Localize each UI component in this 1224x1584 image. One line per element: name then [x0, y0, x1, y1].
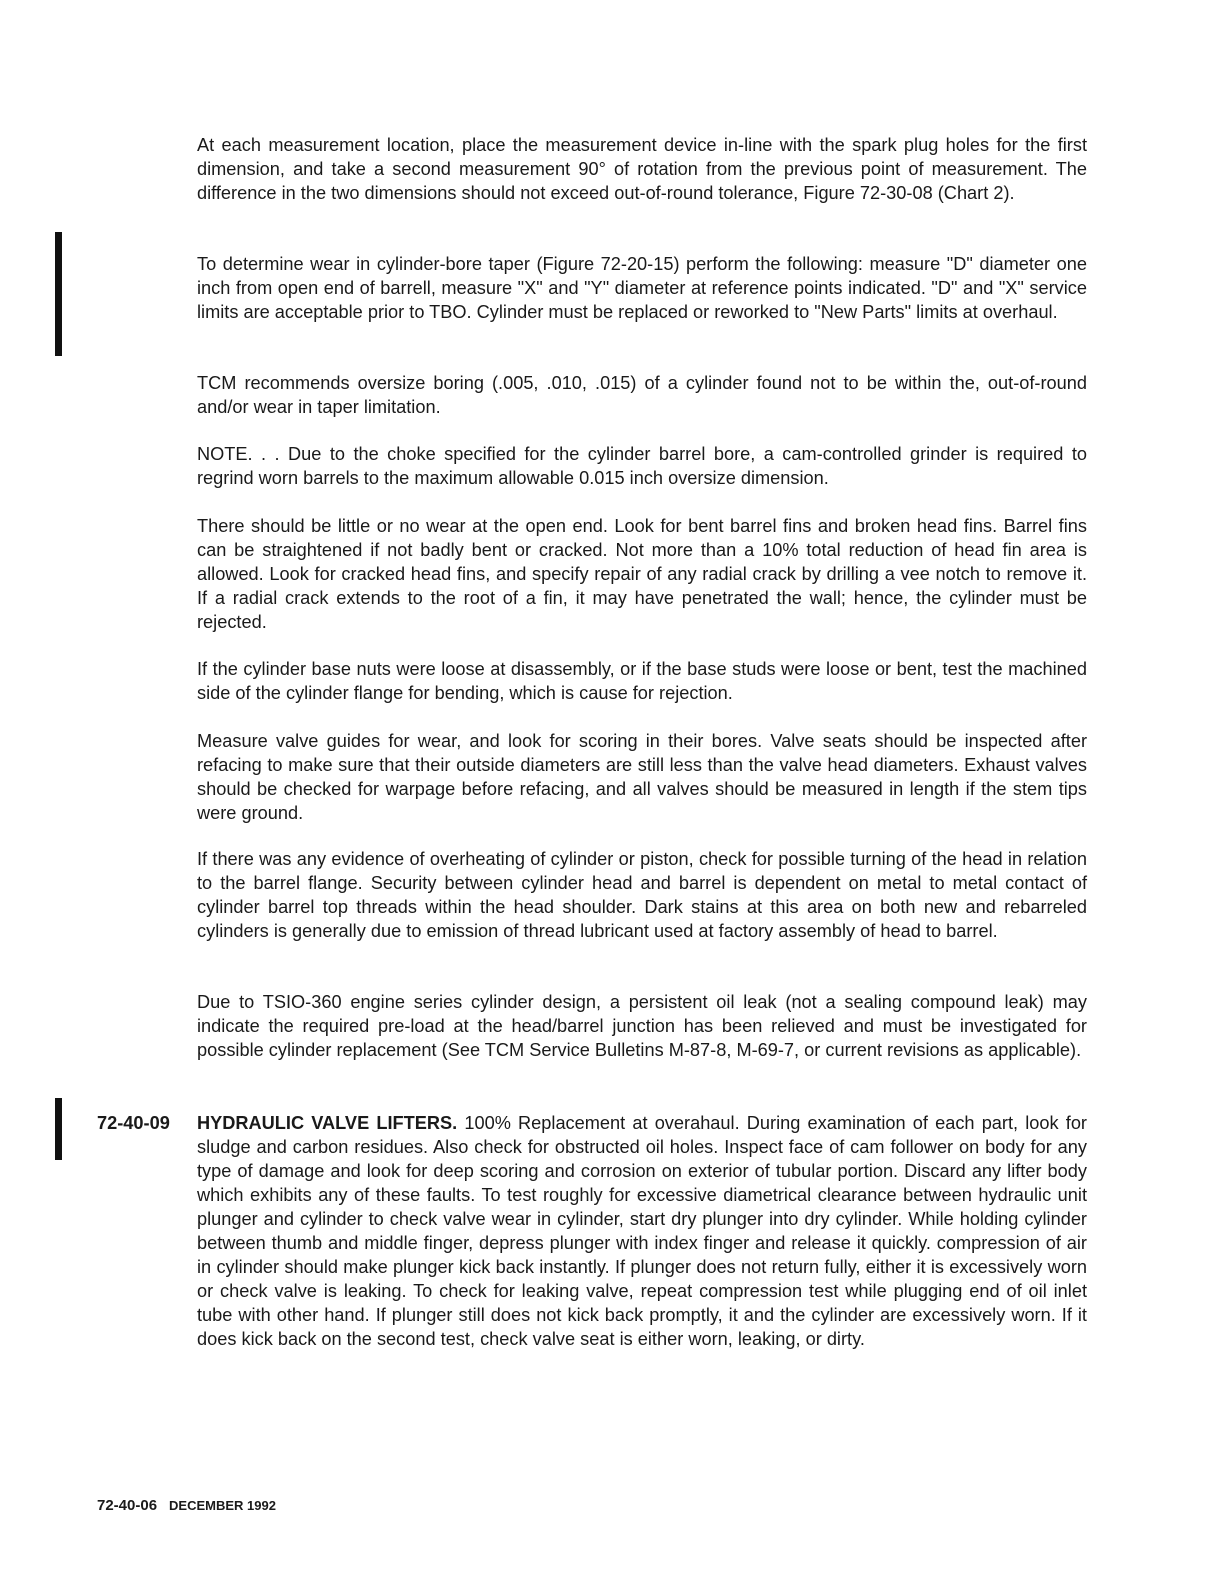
footer-page-number: 72-40-06 — [97, 1497, 158, 1514]
section-hydraulic-valve-lifters — [197, 1111, 1087, 1351]
paragraph-note-grinder: NOTE. . . Due to the choke specified for the cylinder barrel bore, a cam-controlled grinder is required to regrind worn barrels to the maximum allowable 0.015 inch oversize dimension. — [197, 444, 1087, 488]
paragraph-base-nuts: If the cylinder base nuts were loose at disassembly, or if the base studs were loose or bent, test the machined side of the cylinder flange for bending, which is cause for rejection. — [197, 659, 1087, 703]
paragraph-oversize-boring: TCM recommends oversize boring (.005, .010, .015) of a cylinder found not to be within the, out-of-round and/or wear in taper limitation. — [197, 373, 1087, 417]
paragraph-fin-inspection: There should be little or no wear at the open end. Look for bent barrel fins and broken head fins. Barrel fins can be straightened if not badly bent or cracked. Not more than a 10% total reduction of head fin area is allowed. Look for cracked head fins, and specify repair of any radial crack by drilling a vee notch to remove it. If a radial crack extends to the root of a fin, it may have penetrated the wall; hence, the cylinder must be rejected. — [197, 516, 1087, 632]
footer-date: DECEMBER 1992 — [169, 1498, 276, 1513]
page-footer — [97, 1497, 276, 1514]
paragraph-valve-guides: Measure valve guides for wear, and look for scoring in their bores. Valve seats should be inspected after refacing to make sure that their outside diameters are still less than the valve head diameters. Exhaust valves should be checked for warpage before refacing, and all valves should be measured in length if the stem tips were ground. — [197, 731, 1087, 823]
section-number: 72-40-09 — [97, 1113, 170, 1133]
paragraph-overheating: If there was any evidence of overheating of cylinder or piston, check for possible turning of the head in relation to the barrel flange. Security between cylinder head and barrel is dependent on metal to metal contact of cylinder barrel top threads within the head shoulder. Dark stains at this area on both new and rebarreled cylinders is generally due to emission of thread lubricant used at factory assembly of head to barrel. — [197, 849, 1087, 941]
paragraph-measurement-location: At each measurement location, place the measurement device in-line with the spark plug holes for the first dimension, and take a second measurement 90° of rotation from the previous point of measurement. The difference in the two dimensions should not exceed out-of-round tolerance, Figure 72-30-08 (Chart 2). — [197, 135, 1087, 203]
section-body-text: 100% Replacement at overahaul. During examination of each part, look for sludge and carbon residues. Also check for obstructed oil holes. Inspect face of cam follower on body for any type of damage and look for deep scoring and corrosion on exterior of tubular portion. Discard any lifter body which exhibits any of these faults. To test roughly for excessive diametrical clearance between hydraulic unit plunger and cylinder to check valve wear in cylinder, start dry plunger into dry cylinder. While holding cylinder between thumb and middle finger, depress plunger with index finger and release it quickly. compression of air in cylinder should make plunger kick back instantly. If plunger does not return fully, either it is excessively worn or check valve is leaking. To check for leaking valve, repeat compression test while plugging end of oil inlet tube with other hand. If plunger still does not kick back promptly, it and the cylinder are excessively worn. If it does kick back on the second test, check valve seat is either worn, leaking, or dirty. — [197, 1113, 1087, 1349]
revision-change-bar — [55, 232, 62, 356]
paragraph-oil-leak: Due to TSIO-360 engine series cylinder design, a persistent oil leak (not a sealing compound leak) may indicate the required pre-load at the head/barrel junction has been relieved and must be investigated for possible cylinder replacement (See TCM Service Bulletins M-87-8, M-69-7, or current revisions as applicable). — [197, 992, 1087, 1060]
revision-change-bar — [55, 1098, 62, 1160]
paragraph-bore-taper: To determine wear in cylinder-bore taper (Figure 72-20-15) perform the following: measure "D" diameter one inch from open end of barrell, measure "X" and "Y" diameter at reference points indicated. "D" and "X" service limits are acceptable prior to TBO. Cylinder must be replaced or reworked to "New Parts" limits at overhaul. — [197, 254, 1087, 322]
section-title: HYDRAULIC VALVE LIFTERS. — [197, 1113, 458, 1133]
